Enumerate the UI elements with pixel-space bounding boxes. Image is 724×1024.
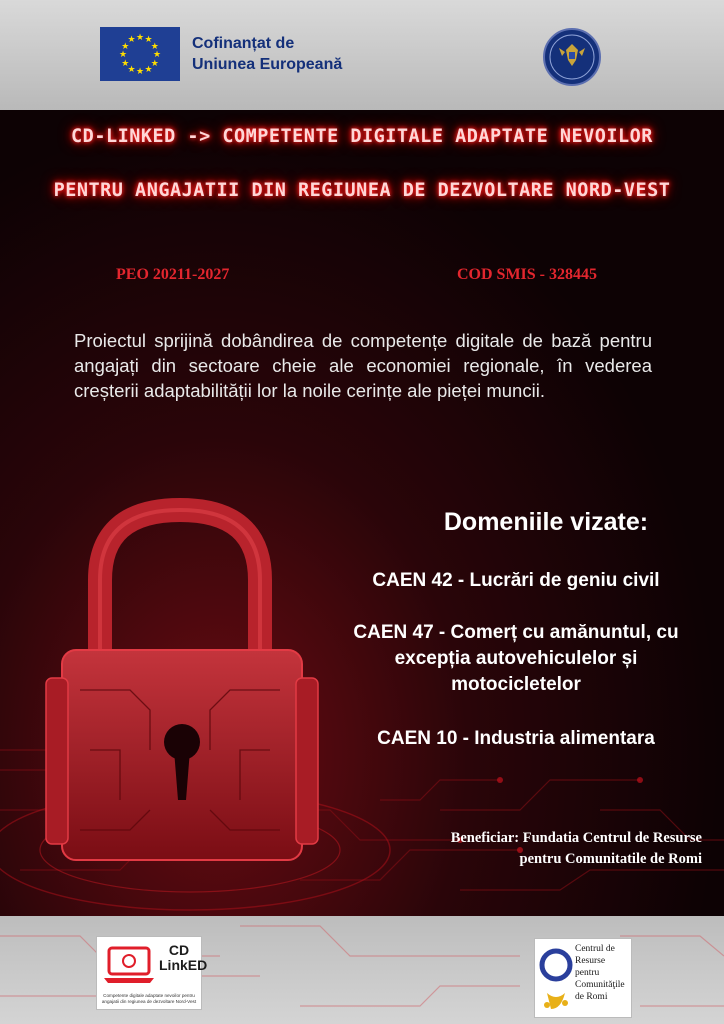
- crr-logo: [534, 938, 632, 1018]
- eu-star-icon: ★: [144, 34, 153, 45]
- eu-star-icon: ★: [150, 40, 159, 51]
- eu-cofinancing-text: [192, 33, 342, 75]
- eu-star-icon: ★: [127, 34, 136, 45]
- eu-star-icon: ★: [136, 66, 145, 76]
- eu-star-icon: ★: [144, 63, 153, 74]
- eu-star-icon: ★: [121, 40, 130, 51]
- eu-text-line1: Cofinanțat de: [192, 35, 295, 52]
- project-description: Proiectul sprijină dobândirea de competențe digitale de bază pentru angajați din sectoare cheie ale economiei regionale, în vederea creșterii adaptabilității lor la noile cerințe ale pieței muncii.: [74, 330, 652, 401]
- eu-flag-icon: [100, 27, 180, 81]
- domain-item-caen-10: CAEN 10 - Industria alimentara: [377, 728, 655, 749]
- crr-logo-text: Centrul de Resurse pentru Comunităţile de Romi: [575, 944, 625, 1002]
- eu-text-line2: Uniunea Europeană: [192, 56, 343, 73]
- project-title-line1: CD-LINKED -> COMPETENTE DIGITALE ADAPTATE NEVOILOR: [71, 126, 653, 147]
- cd-logo-name: CD LinkED: [159, 942, 208, 973]
- laptop-icon: [103, 945, 155, 985]
- program-code: PEO 20211-2027: [116, 266, 230, 283]
- eu-cofinancing-logo: [100, 26, 370, 82]
- beneficiary-text: [360, 828, 702, 870]
- eu-star-icon: ★: [150, 57, 159, 68]
- cd-logo-subtitle: Competente digitale adaptate nevoilor pentru angajatii din regiunea de dezvoltare Nord-Vest: [101, 993, 197, 1004]
- project-title-line2: PENTRU ANGAJATII DIN REGIUNEA DE DEZVOLTARE NORD-VEST: [53, 180, 671, 201]
- beneficiary-line1: Beneficiar: Fundatia Centrul de Resurse: [450, 830, 702, 846]
- domains-title: Domeniile vizate:: [443, 508, 649, 536]
- domain-item-caen-42: CAEN 42 - Lucrări de geniu civil: [372, 570, 660, 591]
- eu-star-icon: ★: [119, 49, 128, 59]
- eu-star-icon: ★: [153, 49, 162, 59]
- padlock-icon: [0, 110, 360, 916]
- eu-star-icon: ★: [136, 32, 145, 42]
- crr-emblem-icon: [537, 943, 575, 1015]
- eu-star-icon: ★: [127, 63, 136, 74]
- beneficiary-line2: pentru Comunitatile de Romi: [519, 851, 702, 867]
- smis-code: COD SMIS - 328445: [457, 266, 598, 283]
- header-band: [0, 0, 724, 110]
- eu-star-icon: ★: [121, 57, 130, 68]
- cd-linked-logo: [96, 936, 208, 1010]
- domain-item-caen-47: CAEN 47 - Comerț cu amănuntul, cu excepția autovehiculelor și motocicletelor: [353, 622, 679, 695]
- romanian-government-seal-icon: [543, 28, 601, 86]
